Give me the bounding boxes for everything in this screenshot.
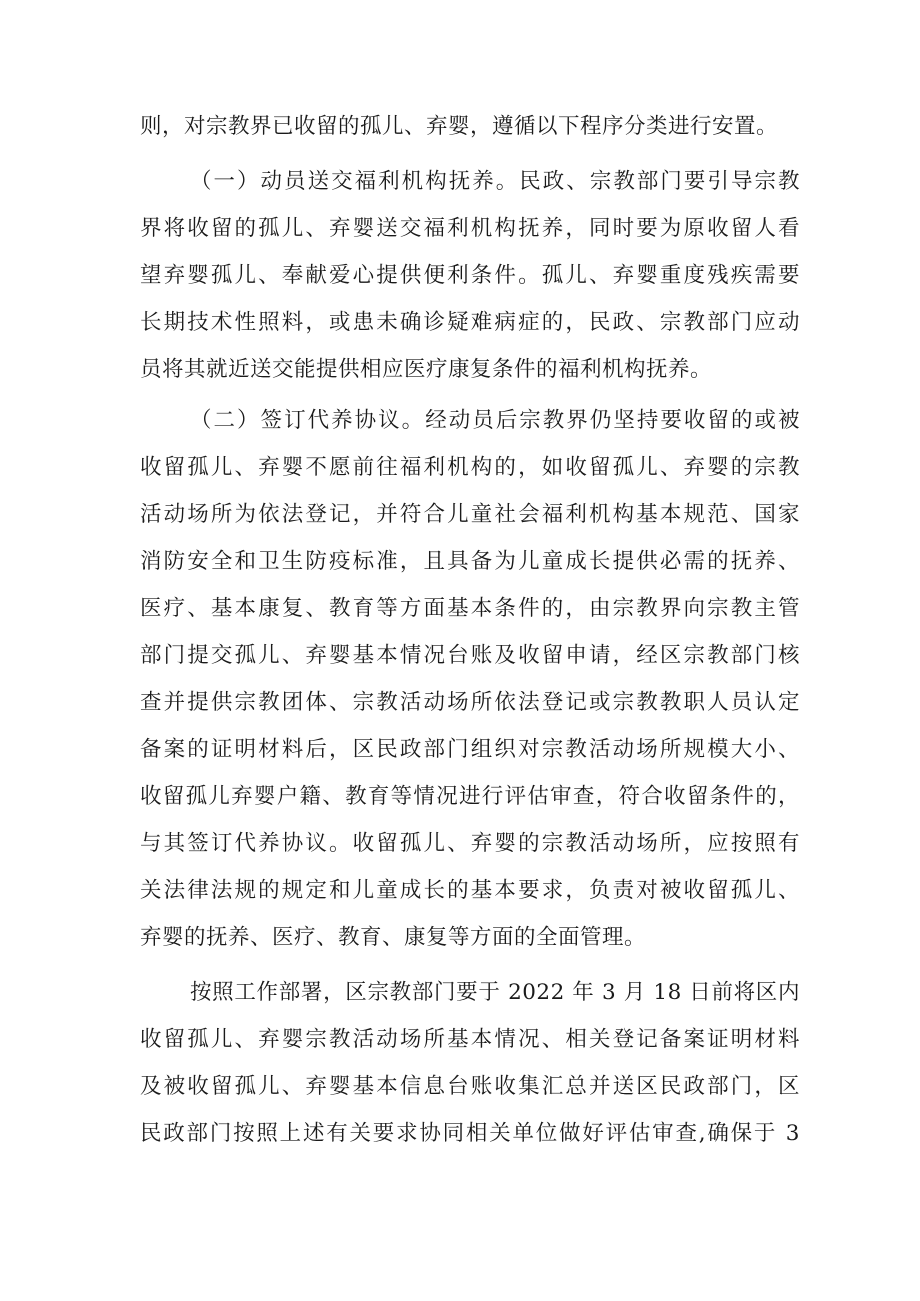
text-line: 收留孤儿、弃婴不愿前往福利机构的，如收留孤儿、弃婴的宗教	[140, 455, 800, 480]
text-line: 收留孤儿弃婴户籍、教育等情况进行评估审查，符合收留条件的，	[140, 784, 800, 809]
text-line: 部门提交孤儿、弃婴基本情况台账及收留申请，经区宗教部门核	[140, 643, 800, 668]
text-line: （一）动员送交福利机构抚养。民政、宗教部门要引导宗教	[190, 169, 800, 194]
text-line: 则，对宗教界已收留的孤儿、弃婴，遵循以下程序分类进行安置。	[140, 114, 779, 139]
text-line: 弃婴的抚养、医疗、教育、康复等方面的全面管理。	[140, 925, 647, 950]
text-line: 按照工作部署，区宗教部门要于 2022 年 3 月 18 日前将区内	[190, 980, 800, 1005]
text-line: 活动场所为依法登记，并符合儿童社会福利机构基本规范、国家	[140, 502, 800, 527]
text-line: 查并提供宗教团体、宗教活动场所依法登记或宗教教职人员认定	[140, 690, 800, 715]
text-line: 与其签订代养协议。收留孤儿、弃婴的宗教活动场所，应按照有	[140, 831, 800, 856]
text-line: 民政部门按照上述有关要求协同相关单位做好评估审查,确保于 3	[140, 1121, 800, 1146]
text-line: 医疗、基本康复、教育等方面基本条件的，由宗教界向宗教主管	[140, 596, 800, 621]
text-line: 及被收留孤儿、弃婴基本信息台账收集汇总并送区民政部门，区	[140, 1074, 800, 1099]
text-line: 备案的证明材料后，区民政部门组织对宗教活动场所规模大小、	[140, 737, 800, 762]
text-line: 收留孤儿、弃婴宗教活动场所基本情况、相关登记备案证明材料	[140, 1027, 800, 1052]
text-line: 长期技术性照料，或患未确诊疑难病症的，民政、宗教部门应动	[140, 310, 800, 335]
text-line: 界将收留的孤儿、弃婴送交福利机构抚养，同时要为原收留人看	[140, 216, 800, 241]
text-line: 关法律法规的规定和儿童成长的基本要求，负责对被收留孤儿、	[140, 878, 800, 903]
text-line: 消防安全和卫生防疫标准，且具备为儿童成长提供必需的抚养、	[140, 549, 800, 574]
text-line: 员将其就近送交能提供相应医疗康复条件的福利机构抚养。	[140, 357, 713, 382]
text-line: 望弃婴孤儿、奉献爱心提供便利条件。孤儿、弃婴重度残疾需要	[140, 263, 800, 288]
text-line: （二）签订代养协议。经动员后宗教界仍坚持要收留的或被	[190, 408, 800, 433]
